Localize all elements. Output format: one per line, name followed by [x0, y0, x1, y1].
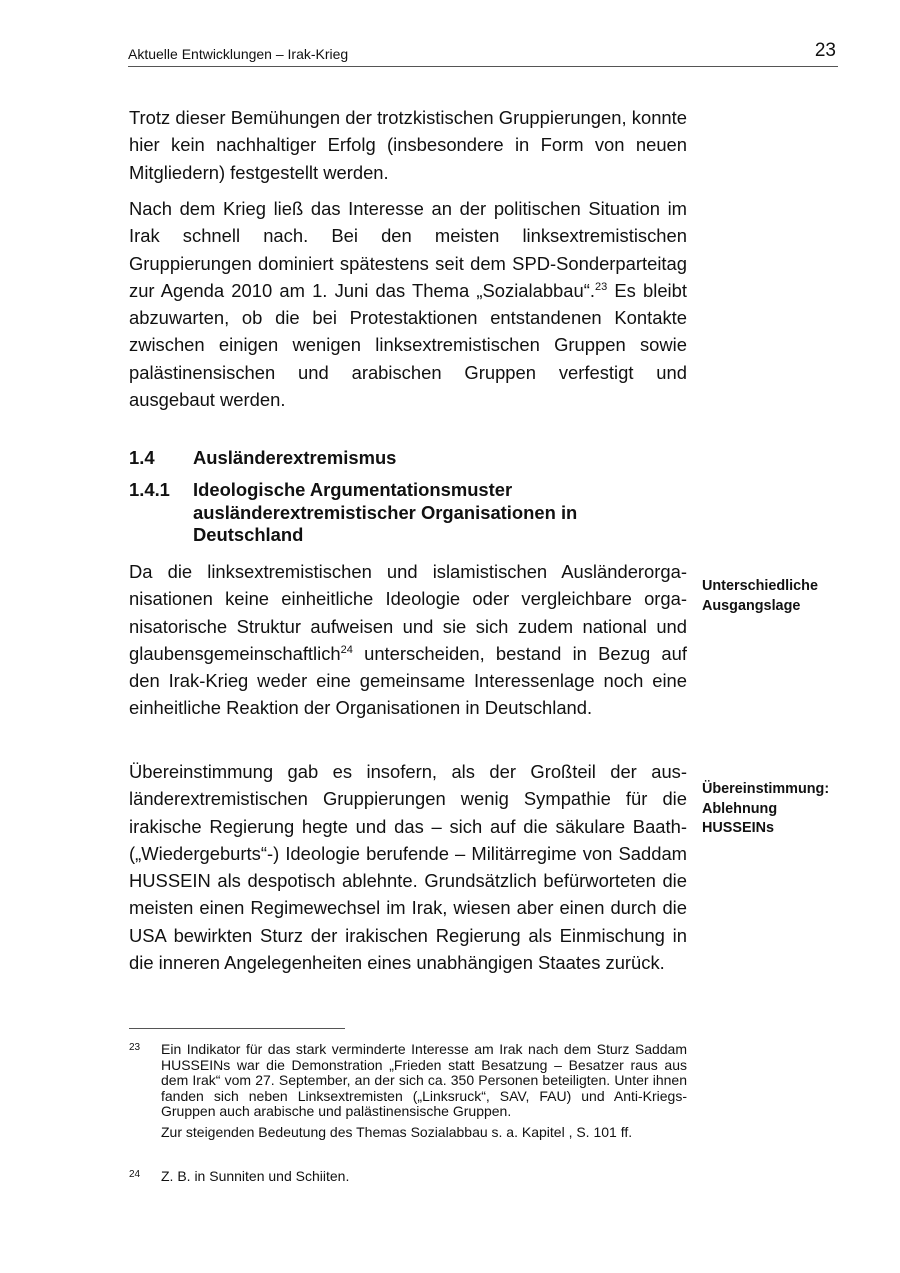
footnote-text: Ein Indikator für das stark verminderte Interesse am Irak nach dem Sturz Saddam HUSSEINs war die Demonstration „Frieden statt Besatzung – Besatzer raus aus dem Irak“ vom 27. September, an der sich ca. 350 Personen beteiligten. Unter ihnen fanden sich neben Linksextremisten („Linksruck“, SAV, FAU) und Anti-Kriegs-Gruppen auch arabische und palästinensische Gruppen.: [161, 1041, 687, 1119]
margin-note-line: Unterschiedliche: [702, 578, 818, 594]
footnote-23: [129, 1042, 687, 1140]
subsection-title-line: Deutschland: [193, 524, 304, 545]
subsection-number: 1.4.1: [129, 479, 170, 500]
margin-note-line: Übereinstimmung:: [702, 781, 830, 797]
running-header: [128, 40, 838, 67]
paragraph-2: [129, 195, 687, 413]
footnote-text-continued: Zur steigenden Bedeutung des Themas Sozialabbau s. a. Kapitel , S. 101 ff.: [161, 1123, 633, 1140]
paragraph-3-text-b: unterscheiden, bestand in Bezug auf den Irak-Krieg weder eine gemeinsame Interessenlage noch eine einheitliche Reaktion der Organisationen in Deutschland.: [129, 642, 687, 719]
section-number: 1.4: [129, 447, 155, 468]
footnote-number: 24: [129, 1169, 141, 1180]
subsection-title-line: Ideologische Argumentationsmuster: [193, 479, 513, 500]
footnote-number: 23: [129, 1042, 141, 1053]
footnote-text: Z. B. in Sunniten und Schiiten.: [161, 1168, 350, 1184]
footnote-ref-24[interactable]: 24: [340, 643, 353, 656]
margin-note-line: Ausgangslage: [702, 597, 801, 614]
header-title: Aktuelle Entwicklungen – Irak-Krieg: [128, 46, 349, 62]
paragraph-1: [129, 104, 687, 186]
subsection-title-line: ausländerextremistischer Organisationen in: [193, 501, 578, 523]
paragraph-3-text-a: Da die linksextremistischen und islamistischen Ausländerorganisationen keine einheitliche Ideologie oder vergleichbare organisatorische Struktur aufweisen und sie sich zudem national und glaubensgemeinschaftlich: [129, 561, 687, 664]
section-title: Ausländerextremismus: [193, 447, 397, 468]
paragraph-3: [129, 558, 687, 722]
paragraph-2-text-b: Es bleibt abzuwarten, ob die bei Protestaktionen entstandenen Kontakte zwischen einigen wenigen linksextremistischen Gruppen sowie palästinensischen und arabischen Gruppen verfestigt und ausgebaut werden.: [129, 279, 687, 411]
paragraph-4: [129, 758, 687, 976]
paragraph-2-text-a: Nach dem Krieg ließ das Interesse an der politischen Situation im Irak schnell nach. Bei den meisten linksextremistischen Gruppierungen dominiert spätestens seit dem SPD-Sonderparteitag zur Agenda 2010 am 1. Juni das Thema „Sozialabbau“.: [129, 198, 687, 301]
margin-note-line: HUSSEINs: [702, 820, 774, 836]
margin-note-uebereinstimmung: [702, 780, 877, 839]
footnote-separator: [129, 1028, 345, 1029]
subsection-title: [193, 479, 713, 547]
paragraph-4-text: Übereinstimmung gab es insofern, als der Großteil der ausländerextremistischen Gruppierungen wenig Sympathie für die irakische Regierung hegte und das – sich auf die säkulare Baath-(„Wiedergeburts“-) Ideologie berufende – Militärregime von Saddam HUSSEIN als despotisch ablehnte. Grundsätzlich befürworteten die meisten einen Regimewechsel im Irak, wiesen aber einen durch die USA bewirkten Sturz der irakischen Regierung als Einmischung in die inneren Angelegenheiten eines unabhängigen Staates zurück.: [129, 761, 687, 974]
footnote-ref-23[interactable]: 23: [594, 280, 608, 293]
page-number: 23: [814, 40, 836, 61]
footnote-24: [129, 1169, 687, 1185]
margin-note-ausgangslage: [702, 577, 877, 616]
paragraph-1-text: Trotz dieser Bemühungen der trotzkistischen Gruppierungen, konnte hier kein nachhaltiger Erfolg (insbesondere in Form von neuen Mitgliedern) festgestellt werden.: [129, 107, 687, 183]
margin-note-line: Ablehnung: [702, 800, 778, 817]
